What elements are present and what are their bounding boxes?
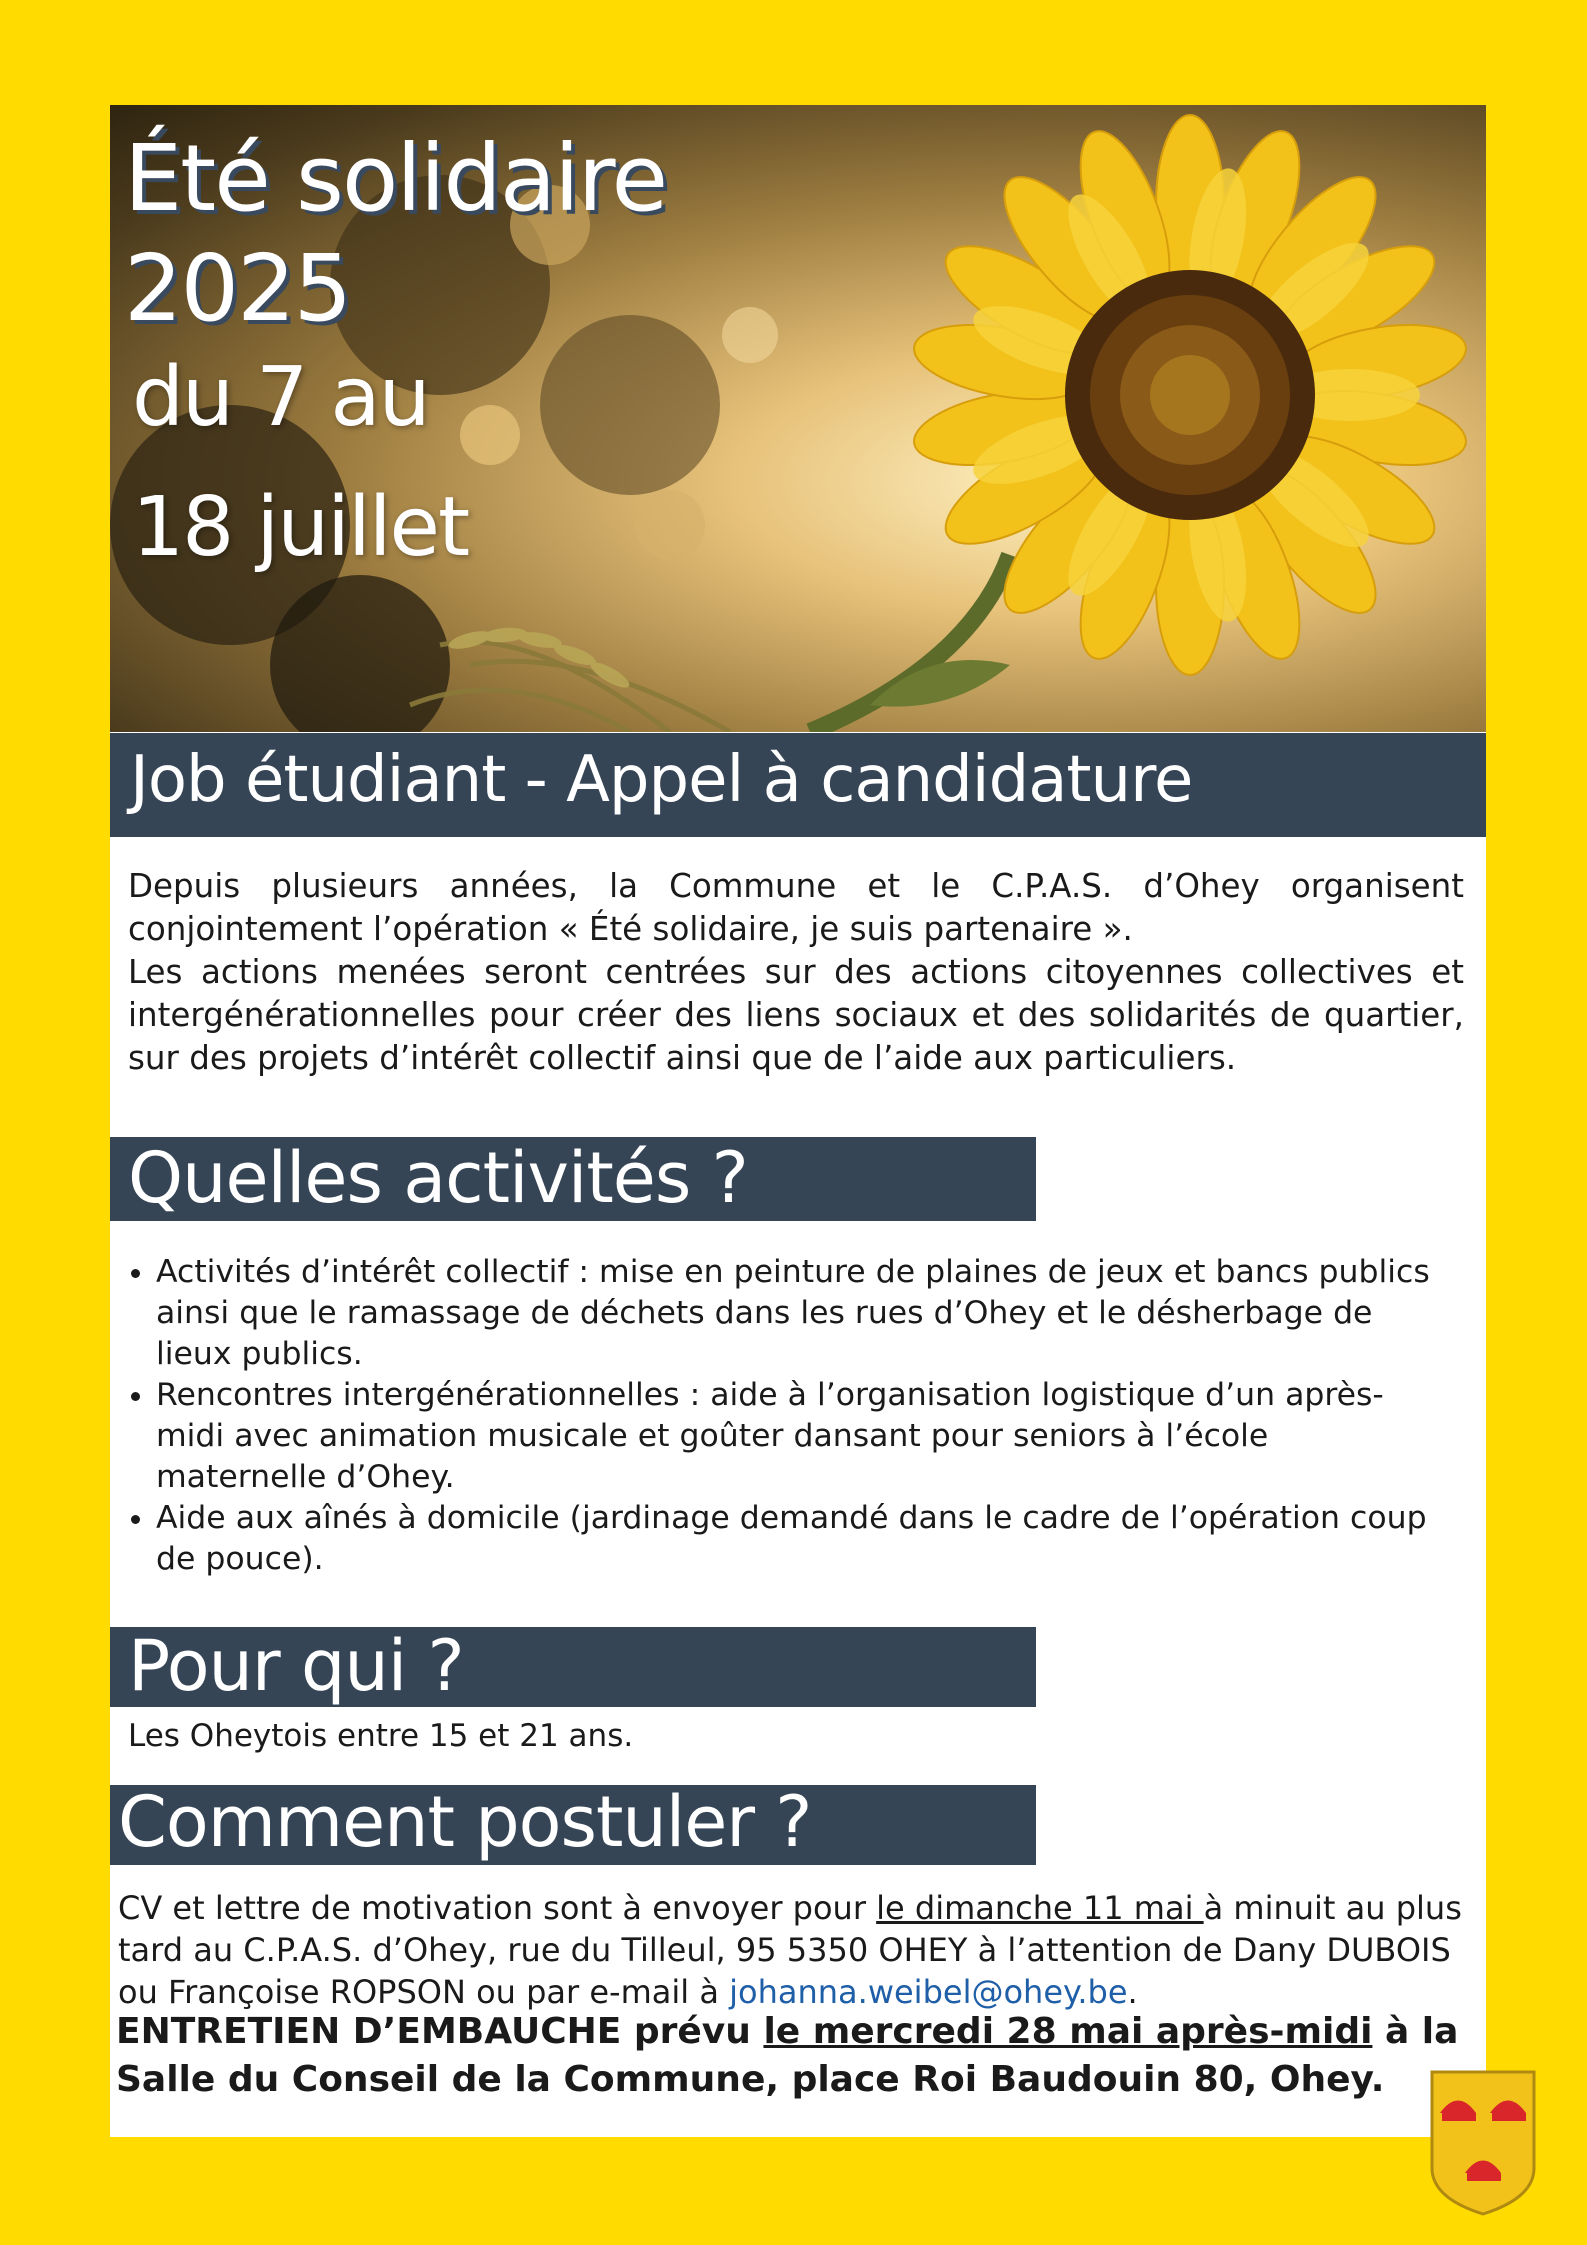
job-banner: [110, 733, 1486, 837]
apply-text-part1: CV et lettre de motivation sont à envoyer pour: [118, 1889, 877, 1927]
interview-part2: à la Salle du Conseil de la Commune, place Roi Baudouin 80, Ohey.: [116, 2011, 1459, 2100]
apply-text-part2: à minuit au plus tard au C.P.A.S. d’Ohey, rue du Tilleul, 95 5350 OHEY à l’attention de Dany DUBOIS ou Françoise ROPSON ou par e-mail à: [118, 1889, 1462, 2011]
who-text: Les Oheytois entre 15 et 21 ans.: [128, 1718, 634, 1754]
interview-part1: ENTRETIEN D’EMBAUCHE prévu: [116, 2011, 764, 2052]
activities-heading: Quelles activités ?: [128, 1137, 748, 1219]
hero-image: [110, 105, 1486, 732]
email-link[interactable]: johanna.weibel@ohey.be: [729, 1973, 1128, 2011]
interview-date: le mercredi 28 mai après-midi: [763, 2011, 1373, 2052]
who-heading: Pour qui ?: [128, 1625, 464, 1707]
activity-item: • Aide aux aînés à domicile (jardinage demandé dans le cadre de l’opération coup de pouce).: [156, 1498, 1448, 1580]
activity-item: • Activités d’intérêt collectif : mise en peinture de plaines de jeux et bancs publics ainsi que le ramassage de déchets dans les rues d’Ohey et le désherbage de lieux publics.: [156, 1252, 1448, 1375]
activities-list: [128, 1252, 1448, 1580]
job-banner-title: Job étudiant - Appel à candidature: [130, 743, 1193, 817]
intro-paragraph-1: Depuis plusieurs années, la Commune et le C.P.A.S. d’Ohey organisent conjointement l’opération « Été solidaire, je suis partenaire ».: [128, 867, 1464, 948]
hero-date-end: 18 juillet: [132, 480, 469, 575]
activities-banner: [110, 1137, 1036, 1221]
flyer: [110, 105, 1486, 2137]
apply-text-part3: .: [1127, 1973, 1138, 2011]
activity-item: • Rencontres intergénérationnelles : aide à l’organisation logistique d’un après-midi avec animation musicale et goûter dansant pour seniors à l’école maternelle d’Ohey.: [156, 1375, 1448, 1498]
hero-title: Été solidaire: [124, 125, 667, 232]
ohey-crest-icon: [1428, 2068, 1538, 2218]
who-banner: [110, 1627, 1036, 1707]
apply-heading: Comment postuler ?: [118, 1781, 812, 1863]
intro-text: [128, 865, 1464, 1080]
apply-text: [118, 1887, 1478, 2013]
apply-banner: [110, 1781, 1036, 1865]
intro-paragraph-2: Les actions menées seront centrées sur des actions citoyennes collectives et intergénérationnelles pour créer des liens sociaux et des solidarités de quartier, sur des projets d’intérêt collectif ainsi que de l’aide aux particuliers.: [128, 953, 1464, 1077]
hero-year: 2025: [124, 235, 351, 342]
interview-text: [116, 2008, 1486, 2104]
apply-deadline: le dimanche 11 mai: [876, 1889, 1204, 1927]
hero-date-start: du 7 au: [132, 350, 429, 445]
